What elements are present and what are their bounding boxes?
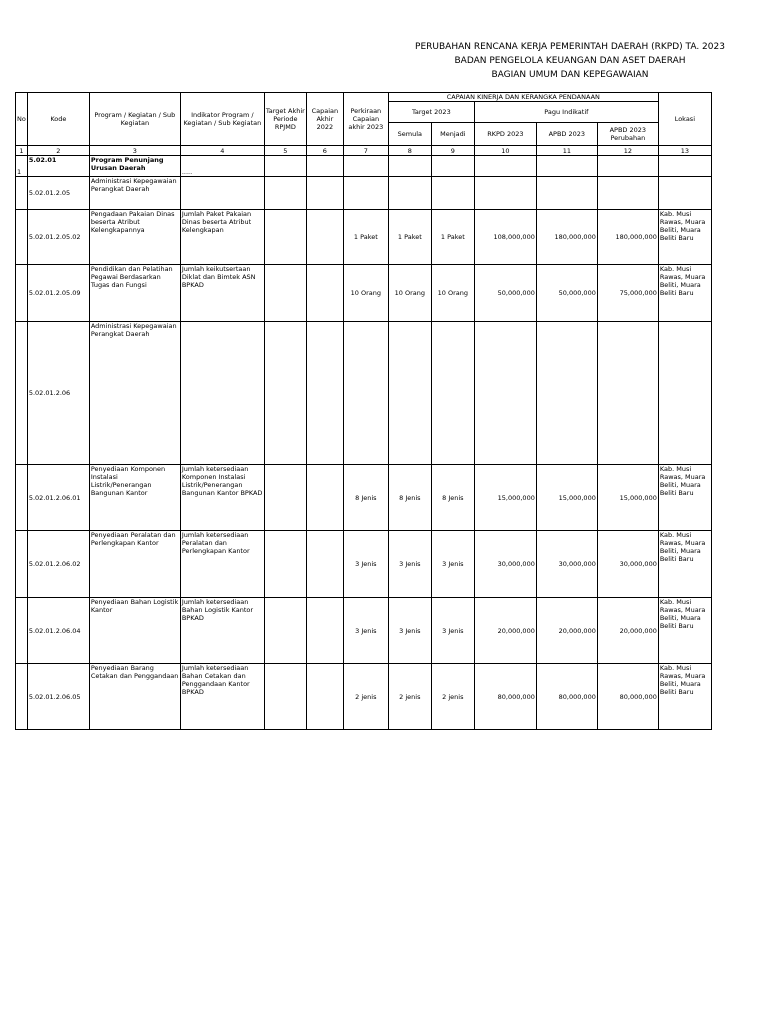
col-number: 1 — [16, 146, 28, 156]
agency-name: BADAN PENGELOLA KEUANGAN DAN ASET DAERAH — [454, 56, 686, 66]
row-kode: 5.02.01.2.06.02 — [27, 531, 89, 598]
row-indikator: Jumlah Paket Pakaian Dinas beserta Atribut Kelengkapan — [180, 210, 264, 265]
header-pagu: Pagu Indikatif — [474, 102, 658, 123]
header-target-2023: Target 2023 — [388, 102, 474, 123]
row-lokasi: Kab. Musi Rawas, Muara Beliti, Muara Beliti Baru — [658, 265, 711, 322]
row-kode: 5.02.01.2.05 — [27, 177, 89, 210]
row-semula: 8 Jenis — [388, 465, 431, 531]
header-program: Program / Kegiatan / Sub Kegiatan — [89, 93, 180, 146]
report-title: PERUBAHAN RENCANA KERJA PEMERINTAH DAERAH (RKPD) TA. 2023 — [415, 42, 725, 52]
col-number: 4 — [180, 146, 264, 156]
col-number: 10 — [474, 146, 536, 156]
col-number: 5 — [264, 146, 306, 156]
row-program: Administrasi Kepegawaian Perangkat Daerah — [89, 177, 180, 210]
row-apbd: 180,000,000 — [536, 210, 597, 265]
row-program: Penyediaan Komponen Instalasi Listrik/Penerangan Bangunan Kantor — [89, 465, 180, 531]
table-row — [16, 598, 712, 664]
row-menjadi: 10 Orang — [431, 265, 474, 322]
table-row — [16, 156, 712, 177]
header-lokasi: Lokasi — [658, 93, 711, 146]
table-row — [16, 210, 712, 265]
row-menjadi: 3 Jenis — [431, 598, 474, 664]
header-target-akhir: Target Akhir Periode RPJMD — [264, 93, 306, 146]
col-number: 6 — [306, 146, 343, 156]
row-rkpd: 80,000,000 — [474, 664, 536, 730]
header-indikator: Indikator Program / Kegiatan / Sub Kegiatan — [180, 93, 264, 146]
row-kode: 5.02.01.2.06.04 — [27, 598, 89, 664]
row-kode: 5.02.01 — [27, 156, 89, 177]
header-kode: Kode — [27, 93, 89, 146]
row-menjadi: 8 Jenis — [431, 465, 474, 531]
row-lokasi: Kab. Musi Rawas, Muara Beliti, Muara Beliti Baru — [658, 465, 711, 531]
row-apbd-perubahan: 30,000,000 — [597, 531, 658, 598]
col-number: 12 — [597, 146, 658, 156]
row-rkpd: 50,000,000 — [474, 265, 536, 322]
row-apbd: 15,000,000 — [536, 465, 597, 531]
row-apbd-perubahan: 20,000,000 — [597, 598, 658, 664]
row-perkiraan: 8 Jenis — [343, 465, 388, 531]
row-apbd-perubahan: 180,000,000 — [597, 210, 658, 265]
row-program: Penyediaan Bahan Logistik Kantor — [89, 598, 180, 664]
row-apbd-perubahan: 80,000,000 — [597, 664, 658, 730]
col-number: 13 — [658, 146, 711, 156]
row-apbd: 30,000,000 — [536, 531, 597, 598]
row-perkiraan: 10 Orang — [343, 265, 388, 322]
row-kode: 5.02.01.2.05.09 — [27, 265, 89, 322]
row-indikator: Jumlah ketersediaan Komponen Instalasi Listrik/Penerangan Bangunan Kantor BPKAD — [180, 465, 264, 531]
row-indikator: Jumlah keikutsertaan Diklat dan Bimtek ASN BPKAD — [180, 265, 264, 322]
header-perkiraan: Perkiraan Capaian akhir 2023 — [343, 93, 388, 146]
row-kode: 5.02.01.2.06.05 — [27, 664, 89, 730]
row-rkpd: 15,000,000 — [474, 465, 536, 531]
header-capaian-2022: Capaian Akhir 2022 — [306, 93, 343, 146]
row-rkpd: 108,000,000 — [474, 210, 536, 265]
row-perkiraan: 2 jenis — [343, 664, 388, 730]
header-menjadi: Menjadi — [431, 123, 474, 146]
header-apbd-perubahan: APBD 2023 Perubahan — [597, 123, 658, 146]
col-number: 9 — [431, 146, 474, 156]
col-number: 8 — [388, 146, 431, 156]
header-apbd: APBD 2023 — [536, 123, 597, 146]
row-program: Pendidikan dan Pelatihan Pegawai Berdasarkan Tugas dan Fungsi — [89, 265, 180, 322]
row-apbd: 50,000,000 — [536, 265, 597, 322]
header-semula: Semula — [388, 123, 431, 146]
row-semula: 2 jenis — [388, 664, 431, 730]
col-number: 3 — [89, 146, 180, 156]
table-row — [16, 265, 712, 322]
row-kode: 5.02.01.2.05.02 — [27, 210, 89, 265]
row-perkiraan: 3 Jenis — [343, 598, 388, 664]
col-number: 11 — [536, 146, 597, 156]
row-program: Administrasi Kepegawaian Perangkat Daerah — [89, 322, 180, 465]
row-lokasi: Kab. Musi Rawas, Muara Beliti, Muara Beliti Baru — [658, 664, 711, 730]
row-menjadi: 3 Jenis — [431, 531, 474, 598]
row-semula: 10 Orang — [388, 265, 431, 322]
row-semula: 3 Jenis — [388, 598, 431, 664]
row-lokasi: Kab. Musi Rawas, Muara Beliti, Muara Beliti Baru — [658, 598, 711, 664]
col-number: 2 — [27, 146, 89, 156]
table-row — [16, 177, 712, 210]
header-capaian-group: CAPAIAN KINERJA DAN KERANGKA PENDANAAN — [388, 93, 658, 102]
row-rkpd: 20,000,000 — [474, 598, 536, 664]
table-row — [16, 465, 712, 531]
row-indikator: Jumlah ketersediaan Bahan Logistik Kantor BPKAD — [180, 598, 264, 664]
row-apbd: 20,000,000 — [536, 598, 597, 664]
rkpd-table — [15, 92, 712, 730]
row-perkiraan: 1 Paket — [343, 210, 388, 265]
header-no: No — [16, 93, 28, 146]
row-program: Penyediaan Barang Cetakan dan Penggandaan — [89, 664, 180, 730]
division-name: BAGIAN UMUM DAN KEPEGAWAIAN — [491, 70, 649, 80]
row-apbd-perubahan: 15,000,000 — [597, 465, 658, 531]
row-rkpd: 30,000,000 — [474, 531, 536, 598]
row-apbd-perubahan: 75,000,000 — [597, 265, 658, 322]
row-indikator: Jumlah ketersediaan Peralatan dan Perlengkapan Kantor — [180, 531, 264, 598]
row-indikator: ..... — [180, 156, 264, 177]
header-rkpd: RKPD 2023 — [474, 123, 536, 146]
table-row — [16, 664, 712, 730]
row-no: 1 — [16, 156, 28, 177]
row-kode: 5.02.01.2.06 — [27, 322, 89, 465]
row-semula: 1 Paket — [388, 210, 431, 265]
row-indikator: Jumlah ketersediaan Bahan Cetakan dan Penggandaan Kantor BPKAD — [180, 664, 264, 730]
row-menjadi: 1 Paket — [431, 210, 474, 265]
row-apbd: 80,000,000 — [536, 664, 597, 730]
row-lokasi: Kab. Musi Rawas, Muara Beliti, Muara Beliti Baru — [658, 210, 711, 265]
row-kode: 5.02.01.2.06.01 — [27, 465, 89, 531]
table-row — [16, 322, 712, 465]
row-program: Penyediaan Peralatan dan Perlengkapan Kantor — [89, 531, 180, 598]
table-row — [16, 531, 712, 598]
row-perkiraan: 3 Jenis — [343, 531, 388, 598]
row-program: Pengadaan Pakaian Dinas beserta Atribut Kelengkapannya — [89, 210, 180, 265]
row-program: Program Penunjang Urusan Daerah — [89, 156, 180, 177]
row-lokasi: Kab. Musi Rawas, Muara Beliti, Muara Beliti Baru — [658, 531, 711, 598]
col-number: 7 — [343, 146, 388, 156]
row-menjadi: 2 jenis — [431, 664, 474, 730]
row-semula: 3 Jenis — [388, 531, 431, 598]
